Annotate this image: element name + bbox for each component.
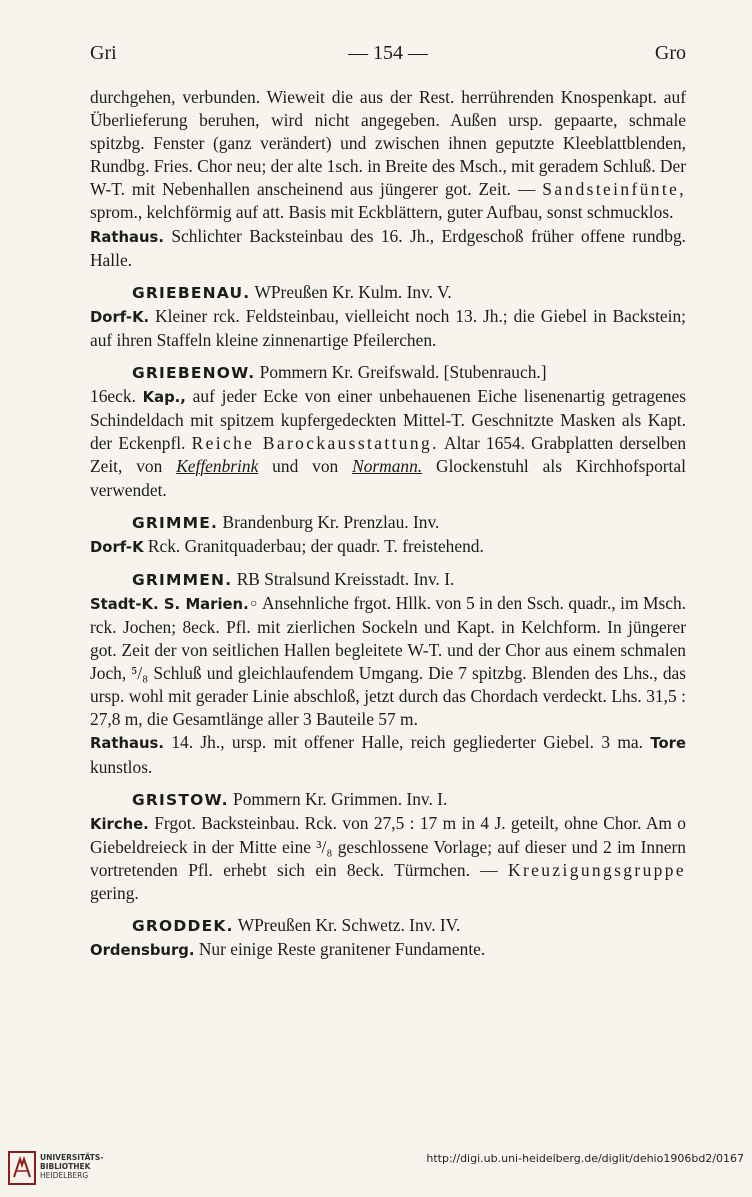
logo-line: UNIVERSITÄTS-	[40, 1153, 104, 1162]
artist-name: Normann.	[352, 456, 423, 477]
entry-title: GRIMME.	[132, 513, 219, 532]
entry-gristow-body: Kirche. Frgot. Backsteinbau. Rck. von 27,5 : 17 m in 4 J. geteilt, ohne Chor. Am o Giebeldreieck in der Mitte eine ³/₈ geschlossene Vorlage; auf dieser und 2 im Innern vortretenden Pfl. erhebt sich ein 8eck. Türmchen. — Kreuzigungsgruppe gering.	[90, 812, 686, 903]
logo-line: HEIDELBERG	[40, 1171, 89, 1180]
entry-title: GRIEBENAU.	[132, 283, 251, 302]
entry-griebenau: GRIEBENAU. WPreußen Kr. Kulm. Inv. V.	[90, 281, 686, 305]
entry-groddek: GRODDEK. WPreußen Kr. Schwetz. Inv. IV.	[90, 914, 686, 938]
entry-grimme-body: Dorf-K Rck. Granitquaderbau; der quadr. T. freistehend.	[90, 535, 484, 556]
entry-gristow: GRISTOW. Pommern Kr. Grimmen. Inv. I.	[90, 788, 686, 812]
entry-griebenau-body: Dorf-K. Kleiner rck. Feldsteinbau, vielleicht noch 13. Jh.; die Giebel in Backstein; auf ihren Staffeln kleine zinnenartige Pfeilerchen.	[90, 305, 686, 350]
entry-title: GRIEBENOW.	[132, 364, 256, 383]
entry-grimmen-body: Stadt-K. S. Marien.◦ Ansehnliche frgot. Hllk. von 5 in den Ssch. quadr., im Msch. rck. Jochen; 8eck. Pfl. mit zierlichen Sockeln und Kapt. in Kelchform. In jüngerer got. Zeit der von seitlichen Hallen begleitete W-T. und der Chor aus einem schmalen Joch, ⁵/₈ Schluß und gleichlaufendem Umgang. Die 7 spitzbg. Blenden des Lhs., das ursp. wohl mit gerader Linie abschloß, jetzt durch das Chordach verdeckt. Lhs. 31,5 : 27,8 m, die Gesamtlänge aller 3 Bauteile 57 m.	[90, 592, 686, 730]
rathaus-paragraph: Rathaus. Schlichter Backsteinbau des 16. Jh., Erdgeschoß früher offene rundbg. Halle.	[90, 225, 686, 270]
artist-name: Keffenbrink	[176, 456, 259, 477]
header-right: Gro	[654, 42, 686, 64]
entry-grimmen: GRIMMEN. RB Stralsund Kreisstadt. Inv. I.	[90, 568, 686, 592]
entry-groddek-body: Ordensburg. Nur einige Reste granitener Fundamente.	[90, 939, 486, 960]
running-header	[90, 42, 686, 72]
page-number: — 154 —	[348, 42, 428, 64]
library-seal-icon	[8, 1151, 36, 1185]
entry-title: GRIMMEN.	[132, 570, 233, 589]
entry-griebenow-body: 16eck. Kap., auf jeder Ecke von einer unbehauenen Eiche lisenenartig getragenes Schindeldach mit spitzem kupfergedeckten Mittel-T. Geschnitzte Masken als Kapt. der Eckenpfl. Reiche Barockausstattung. Altar 1654. Grabplatten derselben Zeit, von Keffenbrink und von Normann. Glockenstuhl als Kirchhofsportal verwendet.	[90, 386, 687, 500]
entry-title: GRISTOW.	[132, 790, 229, 809]
header-left: Gri	[90, 42, 117, 64]
entry-grimme: GRIMME. Brandenburg Kr. Prenzlau. Inv.	[90, 511, 686, 535]
entry-title: GRODDEK.	[132, 917, 234, 936]
entry-griebenow: GRIEBENOW. Pommern Kr. Greifswald. [Stubenrauch.]	[90, 361, 686, 385]
logo-line: BIBLIOTHEK	[40, 1162, 91, 1171]
library-logo	[8, 1151, 104, 1187]
permalink-url[interactable]: http://digi.ub.uni-heidelberg.de/diglit/dehio1906bd2/0167	[426, 1152, 744, 1165]
intro-paragraph: durchgehen, verbunden. Wieweit die aus der Rest. herrührenden Knospenkapt. auf Überlieferung beruhen, wird nicht angegeben. Außen ursp. gepaarte, schmale spitzbg. Fenster (ganz verändert) und zwischen ihnen geputzte Kleeblattblenden, Rundbg. Fries. Chor neu; der alte 1sch. in Breite des Msch., mit geradem Schluß. Der W-T. mit Nebenhallen anscheinend aus jüngerer got. Zeit. — Sandsteinfünte, sprom., kelchförmig auf att. Basis mit Eckblättern, guter Aufbau, sonst schmucklos.	[90, 87, 686, 223]
body-text	[90, 86, 686, 962]
entry-grimmen-rathaus: Rathaus. 14. Jh., ursp. mit offener Halle, reich gegliederter Giebel. 3 ma. Tore kunstlos.	[90, 732, 687, 777]
